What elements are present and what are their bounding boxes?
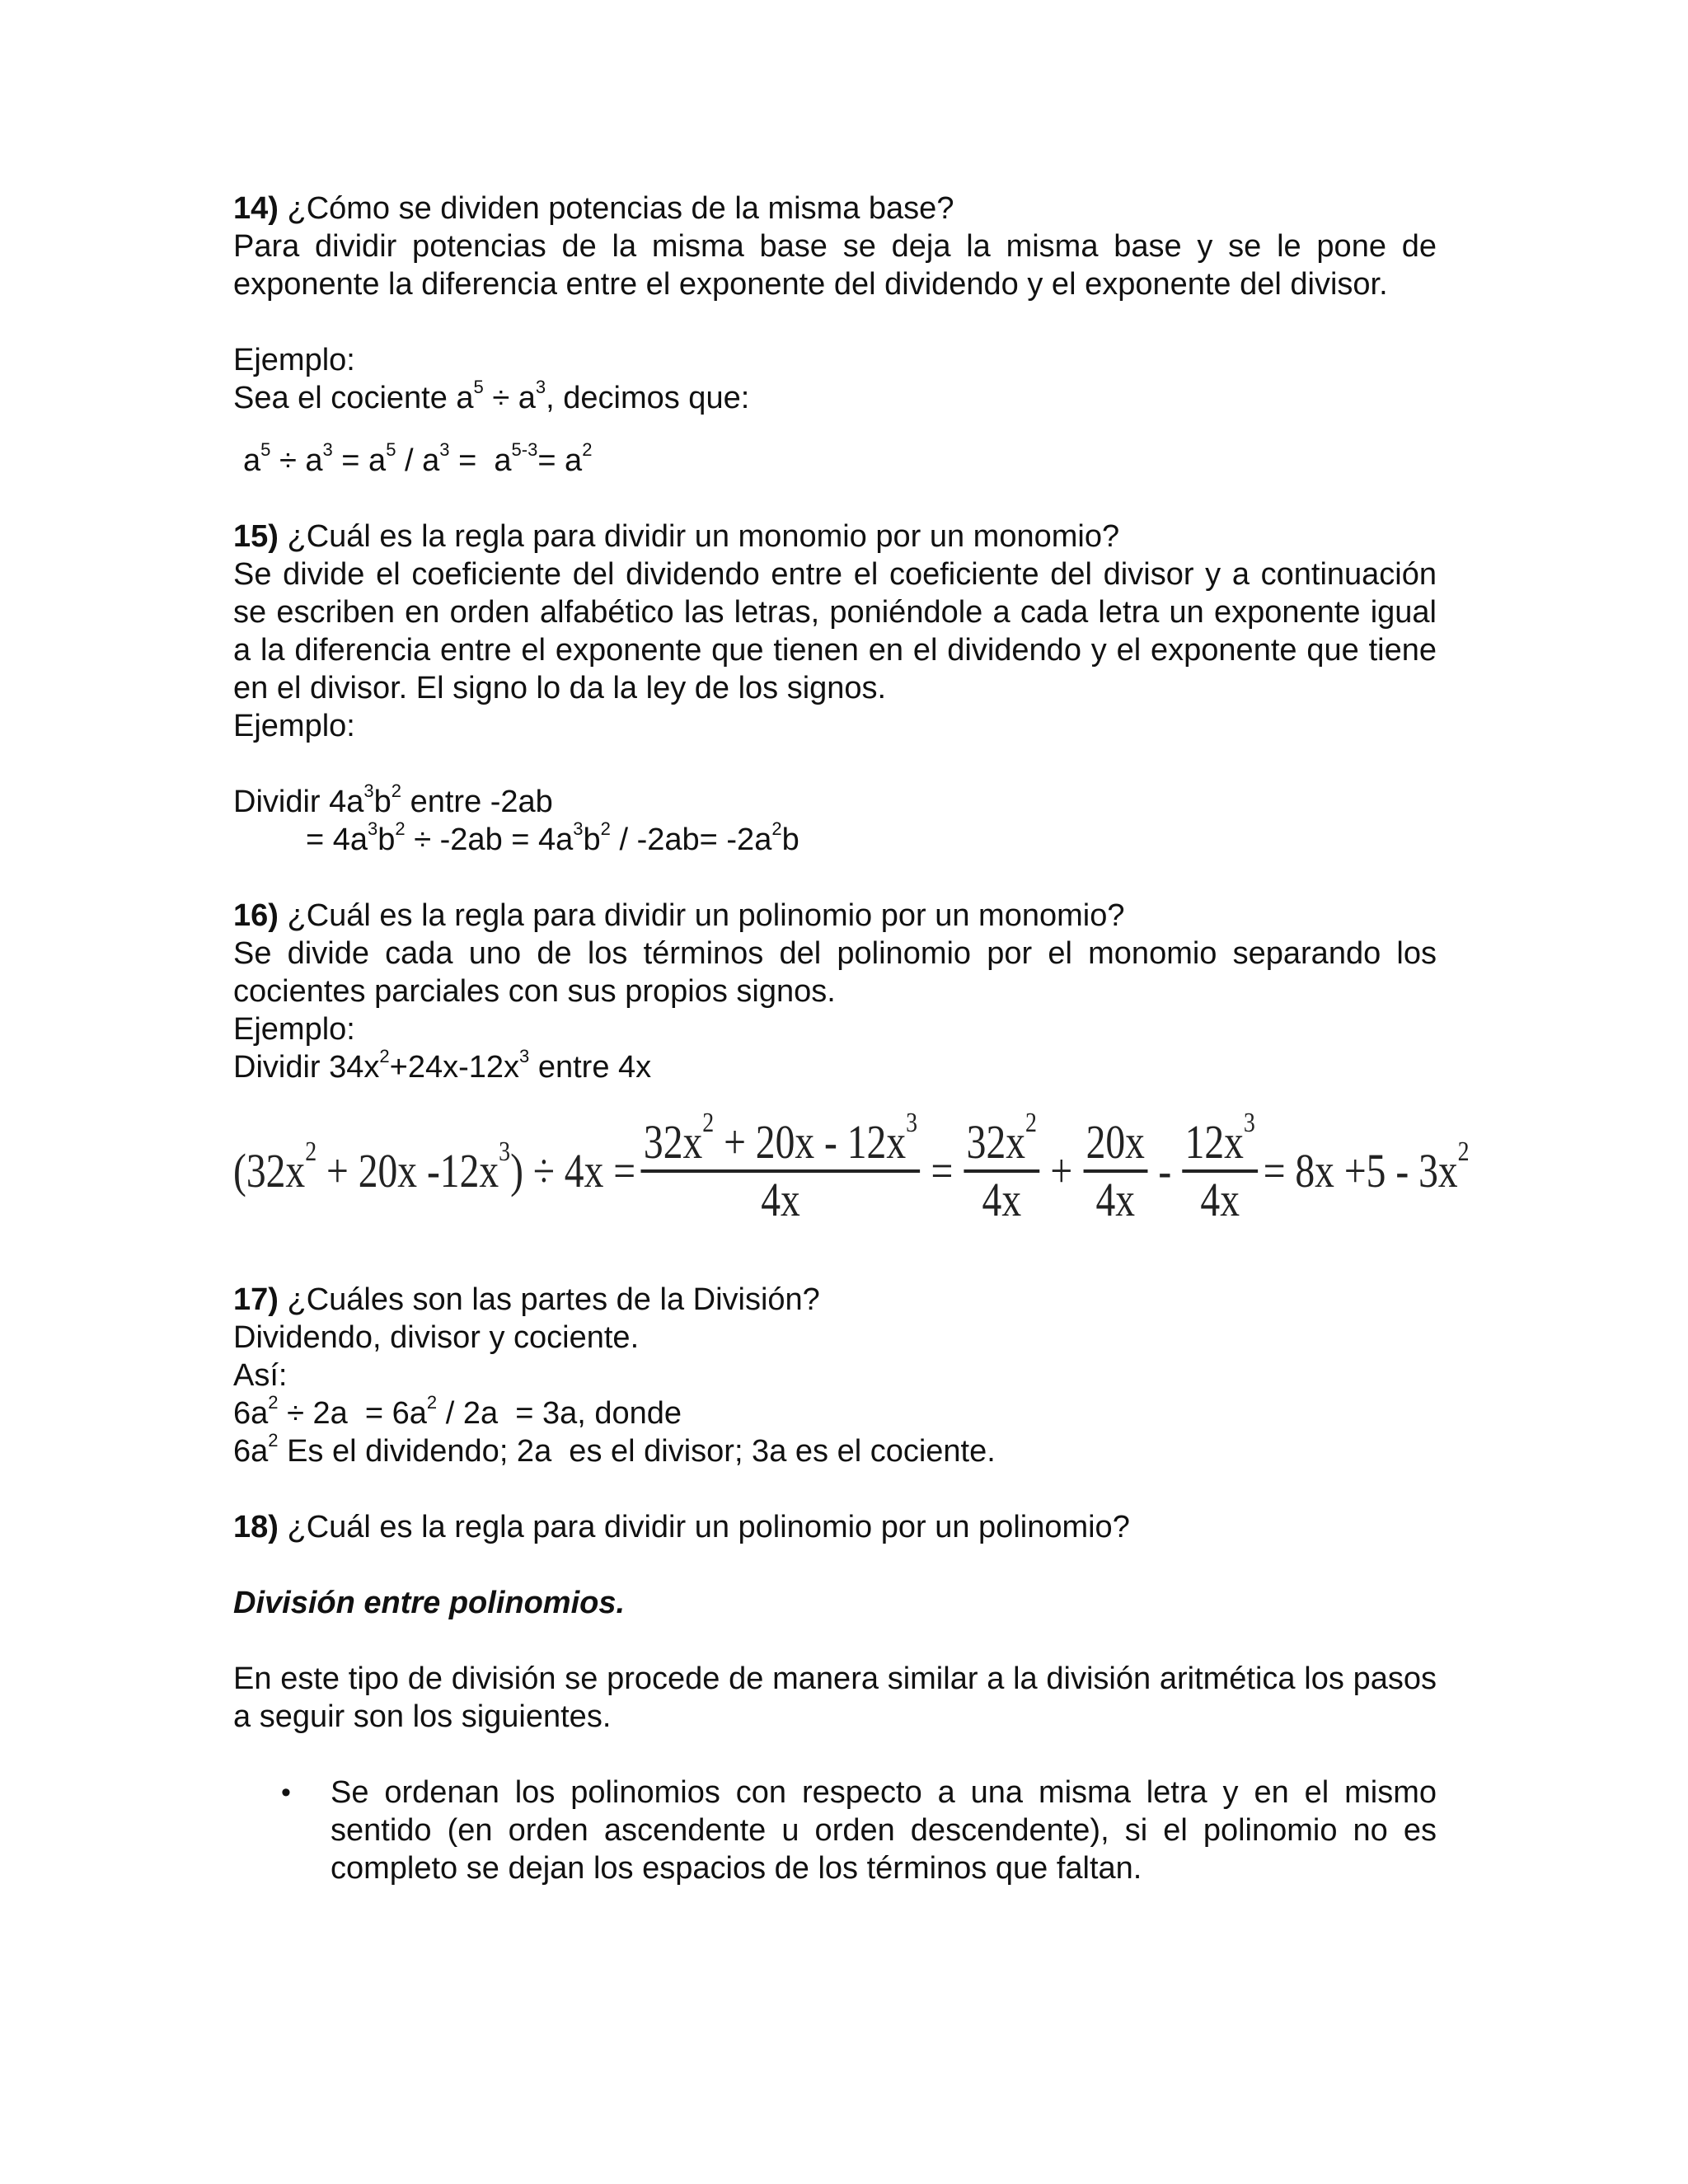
q15-example-label: Ejemplo: <box>233 709 355 743</box>
q17-question <box>233 1281 1437 1319</box>
fraction-denominator: 4x <box>1095 1173 1136 1226</box>
fraction-denominator: 4x <box>1200 1173 1240 1226</box>
text: Es el dividendo; 2a es el divisor; 3a es el cociente. <box>278 1434 996 1469</box>
exponent: 2 <box>379 1046 390 1067</box>
text: + 20x - 12x <box>714 1115 907 1169</box>
exponent: 2 <box>771 818 782 840</box>
exponent: 2 <box>395 818 406 840</box>
text: entre -2ab <box>401 785 553 819</box>
q14-answer: Para dividir potencias de la misma base se deja la misma base y se le pone de exponente la diferencia entre el exponente del dividendo y el exponente del divisor. <box>233 229 1437 302</box>
exponent: 3 <box>906 1107 918 1138</box>
exponent: 3 <box>499 1136 511 1167</box>
section-heading: División entre polinomios. <box>233 1586 626 1620</box>
q16-number: 16) <box>233 898 279 933</box>
text: = 8x +5 - 3x <box>1263 1144 1458 1197</box>
text: = a <box>537 443 583 478</box>
exponent: 3 <box>535 377 546 398</box>
text: b <box>781 823 799 857</box>
eq-plus: + <box>1050 1144 1073 1197</box>
text: a <box>243 443 261 478</box>
eq-equals: = <box>931 1144 954 1197</box>
q17-example-line1 <box>233 1394 1437 1432</box>
list-item-text: Se ordenan los polinomios con respecto a una misma letra y en el mismo sentido (en orden ascendente u orden descendente), si el polinomio no es completo se dejan los espacios de los términos que faltan. <box>331 1775 1437 1886</box>
exponent: 2 <box>600 818 611 840</box>
text: 12x <box>1184 1115 1244 1169</box>
q17-answer: Dividendo, divisor y cociente. <box>233 1320 640 1355</box>
exponent: 2 <box>1457 1136 1470 1167</box>
q15-question <box>233 518 1437 555</box>
q14-example-label: Ejemplo: <box>233 343 355 377</box>
exponent: 2 <box>1025 1107 1037 1138</box>
q14-question <box>233 190 1437 227</box>
list-item <box>281 1774 1437 1887</box>
q15-number: 15) <box>233 519 279 554</box>
fraction-numerator: 20x <box>1083 1117 1147 1173</box>
text: ) ÷ 4x = <box>510 1144 636 1197</box>
eq-fraction-4 <box>1182 1107 1258 1226</box>
text: / a <box>396 443 440 478</box>
exponent: 3 <box>573 818 584 840</box>
q16-example-label: Ejemplo: <box>233 1012 355 1047</box>
q15-example-solution <box>233 818 1437 859</box>
exponent: 5 <box>473 377 484 398</box>
text: Dividir 34x <box>233 1050 380 1085</box>
q14-example-statement <box>233 379 1437 417</box>
text: 6a <box>233 1434 269 1469</box>
q16-equation-image <box>233 1101 1470 1241</box>
exponent: 5-3 <box>511 439 538 461</box>
text: / 2a = 3a, donde <box>437 1396 682 1431</box>
exponent: 2 <box>391 780 402 802</box>
text: b <box>377 823 396 857</box>
q16-answer: Se divide cada uno de los términos del polinomio por el monomio separando los cocientes parciales con sus propios signos. <box>233 936 1437 1009</box>
text: = a <box>332 443 387 478</box>
exponent: 5 <box>260 439 271 461</box>
exponent: 5 <box>386 439 396 461</box>
q16-example-statement <box>233 1048 1437 1086</box>
q17-question-text: ¿Cuáles son las partes de la División? <box>287 1282 820 1317</box>
q17-example-line2 <box>233 1432 1437 1470</box>
q18-number: 18) <box>233 1510 279 1544</box>
exponent: 2 <box>305 1136 317 1167</box>
document-page <box>233 190 1470 1887</box>
exponent: 3 <box>363 780 374 802</box>
q16-question-text: ¿Cuál es la regla para dividir un polinomio por un monomio? <box>287 898 1125 933</box>
text: ÷ a <box>270 443 323 478</box>
eq-fraction-3 <box>1083 1117 1147 1226</box>
exponent: 3 <box>519 1046 530 1067</box>
text: = 4a <box>306 823 368 857</box>
eq-fraction-2 <box>964 1107 1039 1226</box>
text: Dividir 4a <box>233 785 364 819</box>
q18-intro: En este tipo de división se procede de manera similar a la división aritmética los pasos a seguir son los siguientes. <box>233 1661 1437 1734</box>
q18-question-text: ¿Cuál es la regla para dividir un polinomio por un polinomio? <box>287 1510 1130 1544</box>
q17-asi-label: Así: <box>233 1358 288 1393</box>
fraction-numerator <box>641 1107 921 1173</box>
text: entre 4x <box>529 1050 652 1085</box>
exponent: 3 <box>322 439 333 461</box>
text: + 20x -12x <box>316 1144 499 1197</box>
exponent: 2 <box>426 1392 438 1413</box>
q14-number: 14) <box>233 191 279 226</box>
eq-fraction-1 <box>641 1107 921 1226</box>
text: 32x <box>966 1115 1026 1169</box>
text: (32x <box>233 1144 306 1197</box>
text: = a <box>449 443 512 478</box>
q16-question <box>233 897 1437 935</box>
text: , decimos que: <box>546 381 750 415</box>
q15-answer: Se divide el coeficiente del dividendo entre el coeficiente del divisor y a continuación se escriben en orden alfabético las letras, poniéndole a cada letra un exponente igual a la diferencia entre el exponente que tienen en el dividendo y el exponente que tiene en el divisor. El signo lo da la ley de los signos. <box>233 557 1437 705</box>
fraction-numerator <box>1182 1107 1258 1173</box>
text: / -2ab= -2a <box>610 823 772 857</box>
exponent: 2 <box>702 1107 715 1138</box>
text: b <box>583 823 601 857</box>
eq-result <box>1263 1136 1470 1197</box>
exponent: 3 <box>439 439 450 461</box>
exponent: 2 <box>268 1392 279 1413</box>
exponent: 3 <box>1243 1107 1255 1138</box>
q18-question <box>233 1508 1437 1546</box>
text: 32x <box>643 1115 703 1169</box>
eq-minus: - <box>1158 1144 1172 1197</box>
fraction-denominator: 4x <box>982 1173 1022 1226</box>
exponent: 2 <box>268 1430 279 1451</box>
text: ÷ 2a = 6a <box>278 1396 427 1431</box>
q14-example-equation <box>233 439 1437 480</box>
exponent: 3 <box>368 818 378 840</box>
text: b <box>373 785 392 819</box>
fraction-denominator: 4x <box>761 1173 800 1226</box>
q14-question-text: ¿Cómo se dividen potencias de la misma base? <box>287 191 954 226</box>
text: Sea el cociente a <box>233 381 474 415</box>
text: ÷ a <box>483 381 536 415</box>
bullet-icon: • <box>281 1777 291 1808</box>
eq-lhs <box>233 1136 636 1197</box>
text: ÷ -2ab = 4a <box>405 823 574 857</box>
exponent: 2 <box>582 439 593 461</box>
q17-number: 17) <box>233 1282 279 1317</box>
q15-example-statement <box>233 780 1437 821</box>
fraction-numerator <box>964 1107 1039 1173</box>
q15-question-text: ¿Cuál es la regla para dividir un monomio por un monomio? <box>287 519 1120 554</box>
text: +24x-12x <box>389 1050 520 1085</box>
text: 6a <box>233 1396 269 1431</box>
